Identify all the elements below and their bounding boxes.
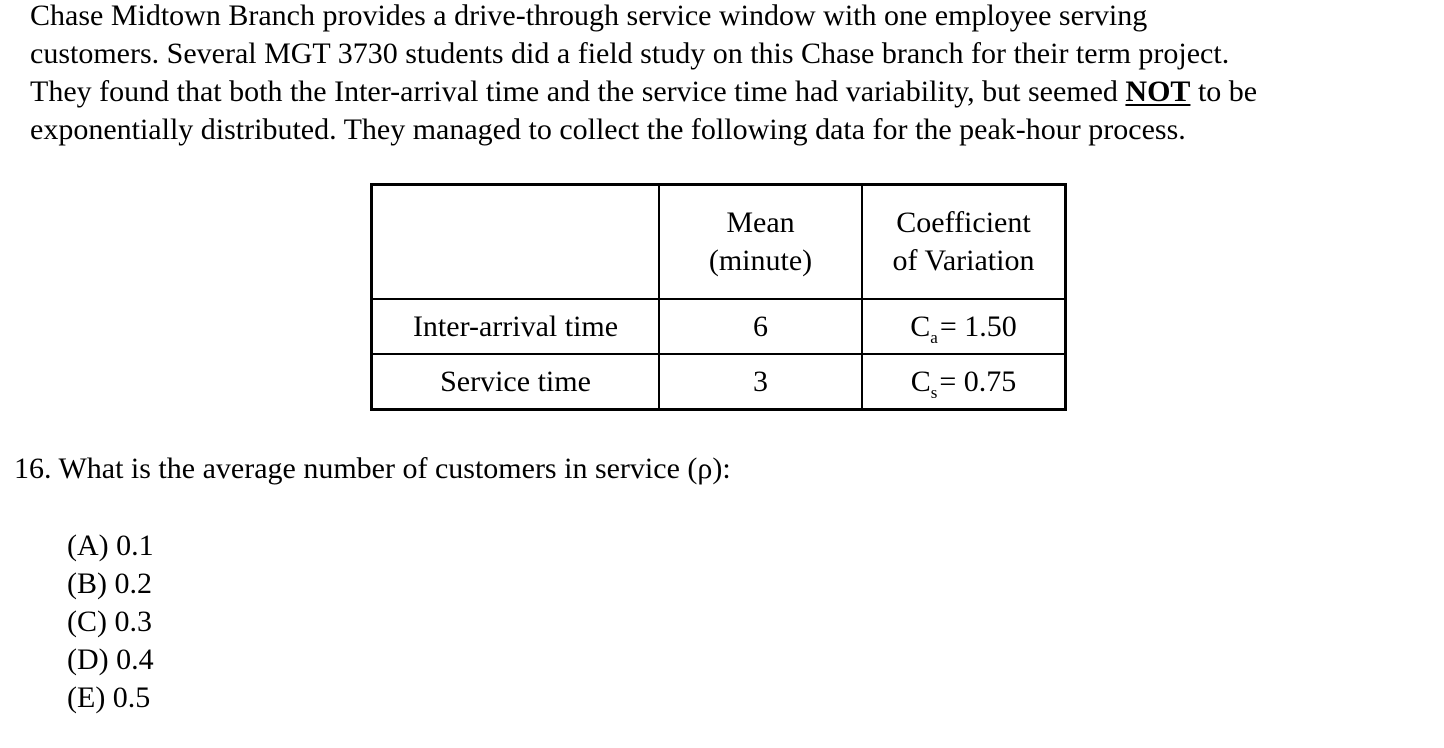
empty-header-cell (372, 185, 660, 300)
statement-line: customers. Several MGT 3730 students did a field study on this Chase branch for their term project. (30, 37, 1230, 70)
question-text: 16. What is the average number of customers in service (ρ): (14, 452, 731, 485)
problem-statement (30, 0, 1430, 149)
process-data-table (370, 183, 1067, 411)
statement-line (30, 73, 1430, 111)
cv-symbol: C (910, 309, 931, 343)
emphasized-not: NOT (1125, 75, 1191, 108)
table-row (372, 299, 1066, 354)
cv-header-line1: Coefficient (896, 206, 1031, 239)
mean-header (659, 185, 862, 300)
statement-line: Chase Midtown Branch provides a drive-through service window with one employee serving (30, 0, 1148, 32)
cv-header-line2: of Variation (892, 244, 1035, 277)
option-a[interactable]: (A) 0.1 (67, 529, 154, 562)
option-e[interactable]: (E) 0.5 (67, 681, 151, 714)
statement-line: exponentially distributed. They managed to collect the following data for the peak-hour process. (30, 113, 1186, 146)
cv-value (862, 354, 1066, 410)
mean-value: 3 (659, 354, 862, 410)
statement-text: They found that both the Inter-arrival time and the service time had variability, but seemed (30, 75, 1126, 108)
mean-header-line1: Mean (726, 206, 795, 239)
cv-number: = 0.75 (939, 364, 1017, 398)
cv-value (862, 299, 1066, 354)
option-d[interactable]: (D) 0.4 (67, 643, 154, 676)
cv-subscript: a (930, 327, 938, 347)
row-label: Inter-arrival time (372, 299, 660, 354)
row-label: Service time (372, 354, 660, 410)
answer-options (67, 527, 154, 717)
table-header-row (372, 185, 1066, 300)
cv-symbol: C (910, 364, 931, 398)
option-b[interactable]: (B) 0.2 (67, 567, 152, 600)
cv-header (862, 185, 1066, 300)
mean-header-line2: (minute) (708, 244, 813, 277)
cv-number: = 1.50 (939, 309, 1017, 343)
table-row (372, 354, 1066, 410)
option-c[interactable]: (C) 0.3 (67, 605, 152, 638)
mean-value: 6 (659, 299, 862, 354)
cv-subscript: s (930, 382, 938, 402)
statement-text: to be (1190, 75, 1258, 108)
